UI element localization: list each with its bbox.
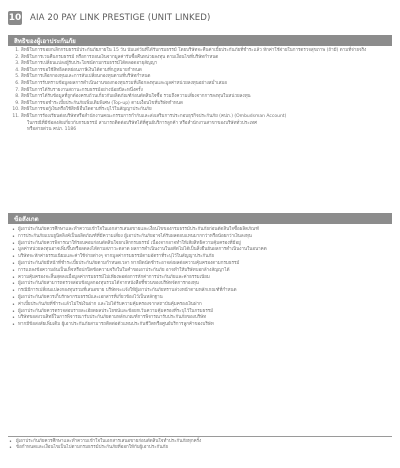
section-header-conditions: ข้อสังเกต (8, 213, 392, 224)
condition-item: • บริษัทจะหักค่าธรรมเนียมและค่าใช้จ่ายต่างๆ จากมูลค่ากรมธรรม์ตามอัตราที่ระบุไว้ในสัญญาประกันภัย (18, 254, 400, 260)
condition-item: • ผู้เอาประกันภัยควรตรวจสอบรายละเอียดผลประโยชน์และข้อยกเว้นความคุ้มครองที่ระบุไว้ในกรมธรรม์ (18, 309, 400, 315)
condition-item: • ผู้เอาประกันภัยสามารถตรวจสอบข้อมูลกองทุนรวมได้จากหนังสือชี้ชวนของบริษัทจัดการกองทุน (18, 281, 400, 287)
footnote-item: • ข้อกำหนดและเงื่อนไขเป็นไปตามกรมธรรม์ประกันภัยที่ออกให้กับผู้เอาประกันภัย (8, 445, 392, 451)
condition-item: • บริษัทขอสงวนสิทธิ์ในการพิจารณารับประกันภัยตามหลักเกณฑ์การพิจารณารับประกันภัยของบริษัท (18, 315, 400, 321)
rights-item: 8. สิทธิในการได้รับข้อมูลที่ถูกต้องครบถ้วนเกี่ยวกับผลิตภัณฑ์ก่อนตัดสินใจซื้อ รวมถึงความเสี่ยงจากการลงทุนในหน่วยลงทุน (21, 94, 400, 100)
condition-item: • กรณีมีการเปลี่ยนแปลงกองทุนรวมที่เสนอขาย บริษัทจะแจ้งให้ผู้เอาประกันภัยทราบล่วงหน้าตามหลักเกณฑ์ที่กำหนด (18, 288, 400, 294)
condition-item: • การประกันภัยแบบยูนิตลิงค์เป็นผลิตภัณฑ์ที่มีความเสี่ยง ผู้เอาประกันภัยอาจได้รับผลตอบแทนมากกว่าหรือน้อยกว่าเงินลงทุน (18, 234, 400, 240)
rights-item: 2. สิทธิในการเวนคืนกรมธรรม์ หรือการถอนเงินจากมูลค่ารับซื้อคืนหน่วยลงทุน ตามเงื่อนไขที่บริษัทกำหนด (21, 55, 400, 61)
rights-item: 9. สิทธิในการขอชำระเบี้ยประกันภัยเพิ่มเติมพิเศษ (Top-up) ตามเงื่อนไขที่บริษัทกำหนด (21, 101, 400, 107)
rights-sub-item: หรือสายด่วน คปภ. 1186 (27, 127, 77, 133)
rights-item: 1. สิทธิในการขอยกเลิกกรมธรรม์ประกันภัยภายใน 15 วัน นับแต่วันที่ได้รับกรมธรรม์ โดยบริษัทจะคืนค่าเบี้ยประกันภัยที่ชำระแล้ว หักค่าใช้จ่ายในการตรวจสุขภาพ (ถ้ามี) ตามที่จ่ายจริง (21, 48, 400, 54)
condition-item: • ความคุ้มครองจะสิ้นสุดลงเมื่อมูลค่ากรมธรรม์ไม่เพียงพอต่อการหักค่าการประกันภัยและค่าธรรมเนียม (18, 275, 400, 281)
condition-item: • ผู้เอาประกันภัยควรพิจารณาให้รอบคอบก่อนตัดสินใจยกเลิกกรมธรรม์ เนื่องจากอาจทำให้เสียสิทธิความคุ้มครองที่มีอยู่ (18, 241, 400, 247)
rights-item: 3. สิทธิในการเปลี่ยนแปลงผู้รับประโยชน์ตามกรมธรรม์ได้ตลอดอายุสัญญา (21, 61, 400, 67)
condition-item: • ผู้เอาประกันภัยมีหน้าที่ชำระเบี้ยประกันภัยตามกำหนดเวลา หากผิดนัดชำระอาจส่งผลต่อความคุ้มครองตามกรมธรรม์ (18, 261, 400, 267)
rights-sub-item: ในกรณีที่มีข้อสงสัยเกี่ยวกับกรมธรรม์ สามารถติดต่อบริษัทได้ที่ศูนย์บริการลูกค้า หรือสำนักงานสาขาของบริษัททั่วประเทศ (27, 120, 257, 126)
rights-list (10, 48, 400, 134)
page-header (8, 11, 210, 25)
footnote-item: • ผู้เอาประกันภัยควรศึกษาและทำความเข้าใจในเอกสารเสนอขายก่อนตัดสินใจทำประกันภัยทุกครั้ง (8, 439, 392, 445)
section-header-rights: สิทธิของผู้เอาประกันภัย (8, 35, 392, 46)
page-number-badge: 10 (8, 13, 22, 23)
footnotes (8, 436, 392, 452)
conditions-list (10, 227, 400, 329)
condition-item: • ผู้เอาประกันภัยควรศึกษาและทำความเข้าใจในเอกสารเสนอขายและเงื่อนไขของกรมธรรม์ประกันภัยก่อนตัดสินใจซื้อผลิตภัณฑ์ (18, 227, 400, 233)
condition-item: • ค่าเบี้ยประกันภัยที่ชำระแล้วไม่ใช่เงินฝาก และไม่ได้รับความคุ้มครองจากสถาบันคุ้มครองเงินฝาก (18, 302, 400, 308)
condition-item: • การแถลงข้อความอันเป็นเท็จหรือปกปิดข้อความจริงในใบคำขอเอาประกันภัย อาจทำให้บริษัทบอกล้างสัญญาได้ (18, 268, 400, 274)
document-title: AIA 20 PAY LINK PRESTIGE (UNIT LINKED) (30, 13, 211, 23)
condition-item: • มูลค่าหน่วยลงทุนอาจเพิ่มขึ้นหรือลดลงได้ตามสภาวะตลาด ผลการดำเนินงานในอดีตไม่ได้เป็นสิ่งยืนยันผลการดำเนินงานในอนาคต (18, 247, 400, 253)
rights-item: 7. สิทธิในการได้รับรายงานสถานะกรมธรรม์อย่างน้อยปีละหนึ่งครั้ง (21, 88, 400, 94)
rights-item: 5. สิทธิในการเลือกกองทุนและการสับเปลี่ยนกองทุนตามที่บริษัทกำหนด (21, 74, 400, 80)
rights-item: 11. สิทธิในการร้องเรียนต่อบริษัทหรือสำนักงานคณะกรรมการกำกับและส่งเสริมการประกอบธุรกิจประกันภัย (คปภ.) (Ombudsman Account) (21, 114, 400, 120)
rights-item: 4. สิทธิในการขอใช้สิทธิลดหย่อนภาษีเงินได้ตามที่กฎหมายกำหนด (21, 68, 400, 74)
rights-item: 10. สิทธิในการขอกู้เงินหรือใช้สิทธิอื่นใดตามที่ระบุไว้ในสัญญาประกันภัย (21, 107, 400, 113)
condition-item: • หากมีข้อสงสัยเพิ่มเติม ผู้เอาประกันภัยสามารถติดต่อตัวแทนประกันชีวิตหรือศูนย์บริการลูกค้าของบริษัท (18, 322, 400, 328)
rights-item: 6. สิทธิในการรับทราบข้อมูลผลการดำเนินงานของกองทุนรวมที่เลือกลงทุนและมูลค่าหน่วยลงทุนอย่างสม่ำเสมอ (21, 81, 400, 87)
condition-item: • ผู้เอาประกันภัยควรเก็บรักษากรมธรรม์และเอกสารที่เกี่ยวข้องไว้เป็นหลักฐาน (18, 295, 400, 301)
